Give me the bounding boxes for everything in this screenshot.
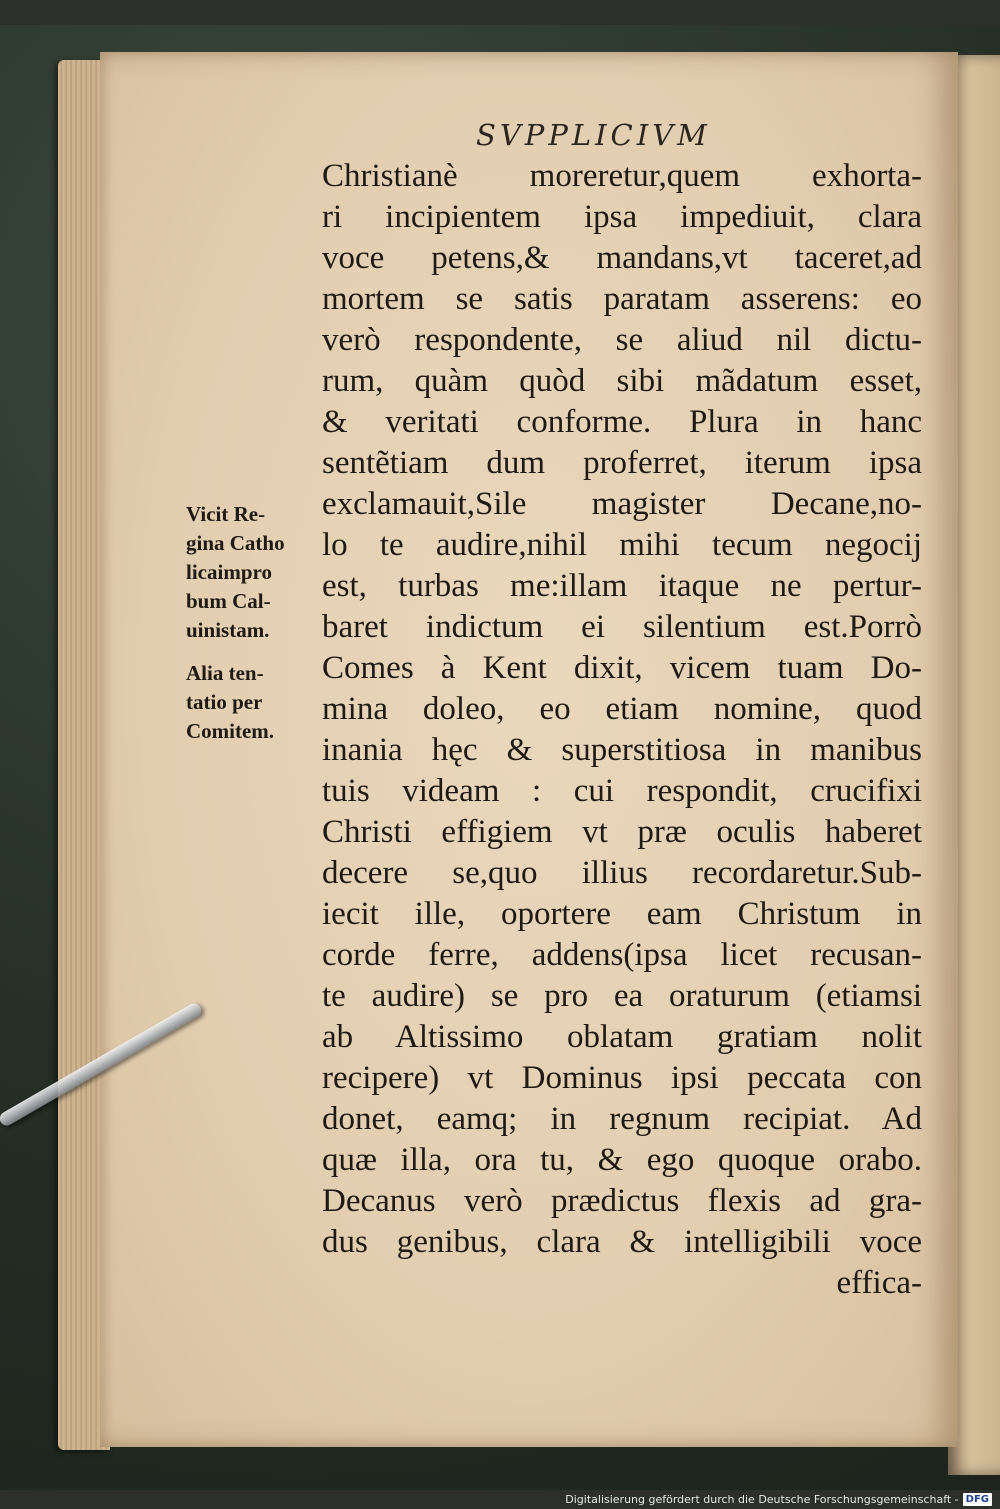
margin-note-line: licaimpro — [186, 560, 272, 584]
text-line: lo te audire,nihil mihi tecum negocij — [322, 527, 922, 563]
text-line: donet, eamq; in regnum recipiat. Ad — [322, 1101, 922, 1137]
text-line: dus genibus, clara & intelligibili voce — [322, 1224, 922, 1260]
catchword: effica- — [836, 1265, 922, 1301]
text-line: iecit ille, oportere eam Christum in — [322, 896, 922, 932]
margin-note-line: uinistam. — [186, 618, 270, 642]
margin-notes — [186, 500, 326, 746]
text-line: est, turbas me:illam itaque ne pertur- — [322, 568, 922, 604]
text-line: ab Altissimo oblatam gratiam nolit — [322, 1019, 922, 1055]
text-line: Christi effigiem vt præ oculis haberet — [322, 814, 922, 850]
margin-note-gap — [186, 645, 326, 659]
text-line: exclamauit,Sile magister Decane,no- — [322, 486, 922, 522]
text-line: & veritati conforme. Plura in hanc — [322, 404, 922, 440]
text-line: Comes à Kent dixit, vicem tuam Do- — [322, 650, 922, 686]
text-line: ri incipientem ipsa impediuit, clara — [322, 199, 922, 235]
margin-note-line: Alia ten- — [186, 661, 264, 685]
text-line: baret indictum ei silentium est.Porrò — [322, 609, 922, 645]
margin-note-line: Comitem. — [186, 719, 275, 743]
text-line: te audire) se pro ea oraturum (etiamsi — [322, 978, 922, 1014]
text-line: recipere) vt Dominus ipsi peccata con — [322, 1060, 922, 1096]
running-head: SVPPLICIVM — [476, 118, 711, 152]
text-line: mortem se satis paratam asserens: eo — [322, 281, 922, 317]
text-line: inania hęc & superstitiosa in manibus — [322, 732, 922, 768]
margin-note-line: bum Cal- — [186, 589, 271, 613]
digitization-footer — [565, 1491, 992, 1507]
text-line: Decanus verò prædictus flexis ad gra- — [322, 1183, 922, 1219]
dfg-logo-icon: DFG — [963, 1493, 992, 1506]
text-line: voce petens,& mandans,vt taceret,ad — [322, 240, 922, 276]
text-line: quæ illa, ora tu, & ego quoque orabo. — [322, 1142, 922, 1178]
margin-note-line: Vicit Re- — [186, 502, 266, 526]
text-line: verò respondente, se aliud nil dictu- — [322, 322, 922, 358]
footer-text: Digitalisierung gefördert durch die Deutsche Forschungsgemeinschaft - — [565, 1492, 959, 1506]
text-line: mina doleo, eo etiam nomine, quod — [322, 691, 922, 727]
text-line: decere se,quo illius recordaretur.Sub- — [322, 855, 922, 891]
text-line: Christianè moreretur,quem exhorta- — [322, 158, 922, 194]
text-line: rum, quàm quòd sibi mãdatum esset, — [322, 363, 922, 399]
body-text — [322, 156, 922, 1304]
margin-note-2 — [186, 659, 326, 746]
margin-note-1 — [186, 500, 326, 645]
text-line: tuis videam : cui respondit, crucifixi — [322, 773, 922, 809]
text-line: corde ferre, addens(ipsa licet recusan- — [322, 937, 922, 973]
margin-note-line: tatio per — [186, 690, 263, 714]
text-line: sentẽtiam dum proferret, iterum ipsa — [322, 445, 922, 481]
margin-note-line: gina Catho — [186, 531, 285, 555]
